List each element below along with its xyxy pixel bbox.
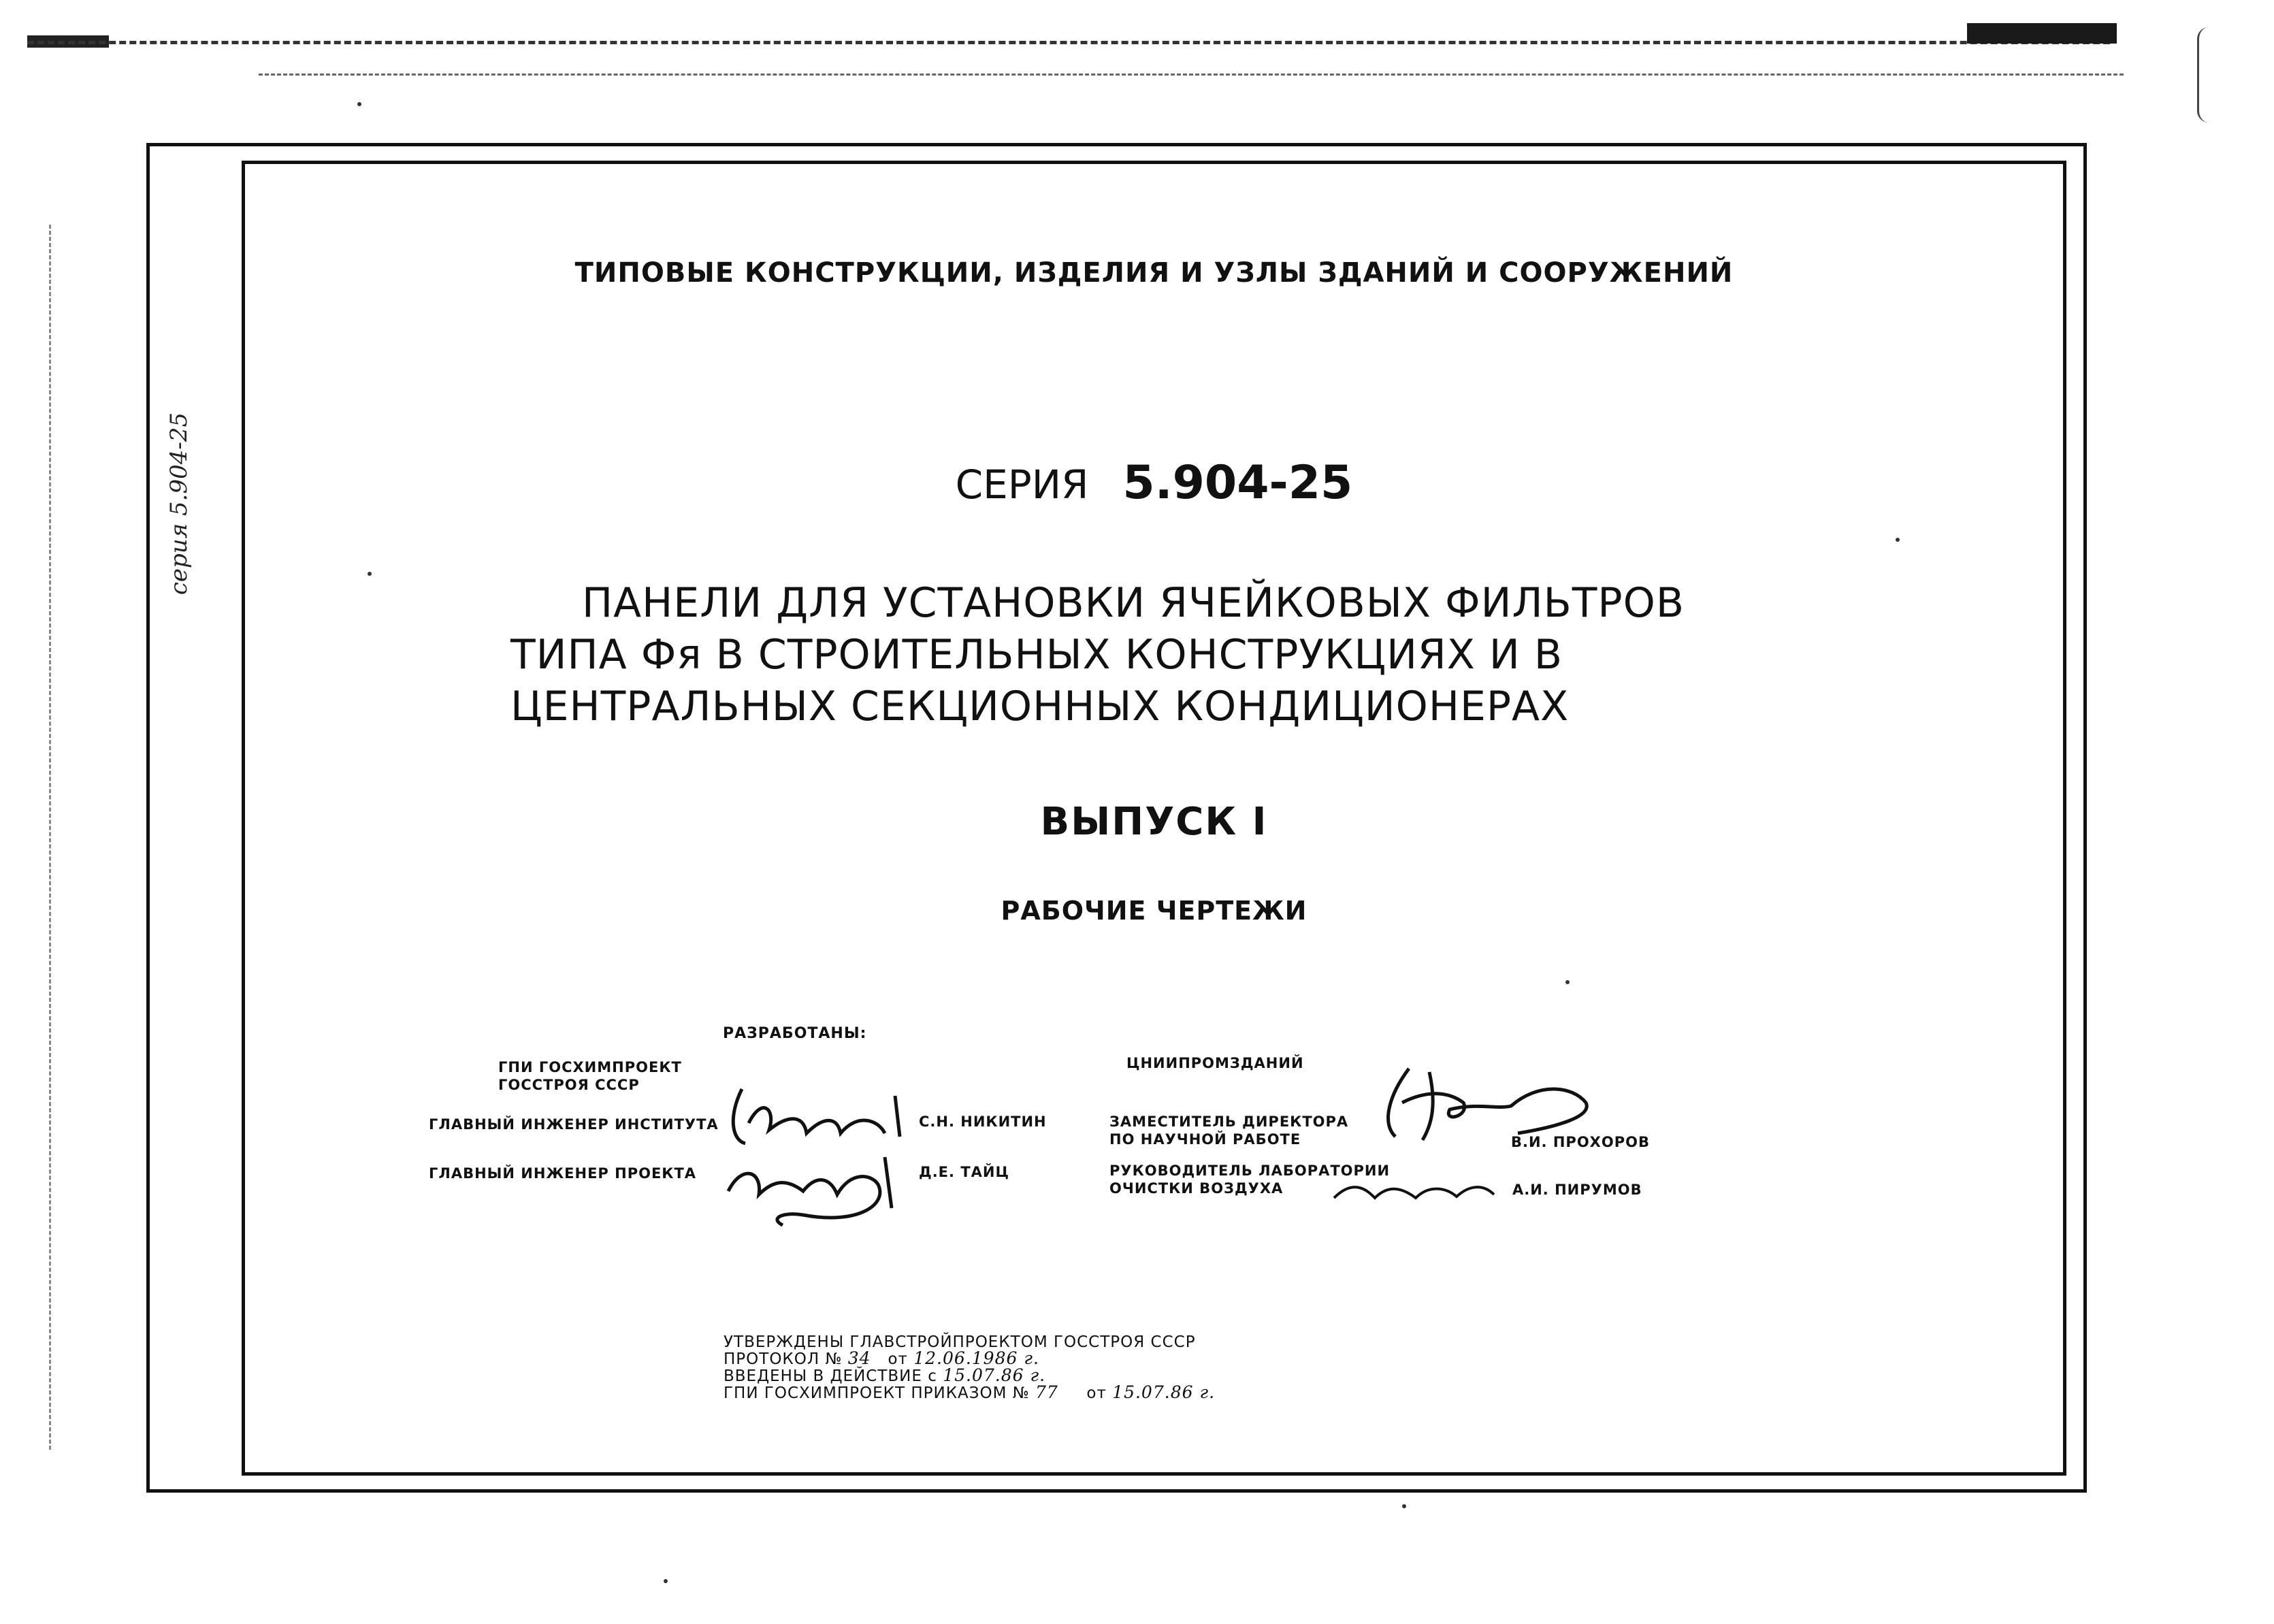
- order-number: 77: [1035, 1382, 1058, 1402]
- order-label: ГПИ ГОСХИМПРОЕКТ ПРИКАЗОМ №: [724, 1384, 1030, 1402]
- signature-prokhorov: [1368, 1062, 1593, 1150]
- scan-artifact-line: [27, 41, 2110, 44]
- protocol-from-label: от: [888, 1350, 908, 1368]
- title-line: ПАНЕЛИ ДЛЯ УСТАНОВКИ ЯЧЕЙКОВЫХ ФИЛЬТРОВ: [582, 579, 1685, 627]
- series-label: СЕРИЯ: [955, 461, 1089, 508]
- protocol-label: ПРОТОКОЛ №: [724, 1350, 843, 1368]
- effective-label: ВВЕДЕНЫ В ДЕЙСТВИЕ с: [724, 1367, 937, 1385]
- right-name-prokhorov: В.И. ПРОХОРОВ: [1511, 1134, 1650, 1150]
- effective-date: 15.07.86 г.: [943, 1365, 1046, 1385]
- scan-artifact-edge: [49, 225, 51, 1450]
- right-name-pirumov: А.И. ПИРУМОВ: [1512, 1182, 1642, 1198]
- series-line: [242, 456, 2066, 510]
- signature-pirumov: [1327, 1171, 1504, 1212]
- document-header: ТИПОВЫЕ КОНСТРУКЦИИ, ИЗДЕЛИЯ И УЗЛЫ ЗДАНИЙ И СООРУЖЕНИЙ: [574, 257, 1734, 289]
- scan-speck: [1402, 1504, 1406, 1508]
- scan-artifact-edge: [2197, 27, 2209, 123]
- scan-artifact-line: [259, 74, 2124, 76]
- issue-label: ВЫПУСК I: [1040, 800, 1268, 844]
- title-line: ЦЕНТРАЛЬНЫХ СЕКЦИОННЫХ КОНДИЦИОНЕРАХ: [510, 683, 1570, 730]
- scan-artifact: [1967, 23, 2117, 44]
- approval-block: [724, 1334, 1215, 1401]
- left-org-line: ГПИ ГОСХИМПРОЕКТ: [498, 1059, 682, 1075]
- approval-line: [724, 1384, 1215, 1401]
- developers-heading: РАЗРАБОТАНЫ:: [723, 1025, 867, 1042]
- scan-speck: [357, 102, 361, 106]
- protocol-number: 34: [847, 1348, 871, 1368]
- side-series-stamp: серия 5.904-25: [165, 412, 193, 596]
- left-role-chief-engineer-institute: ГЛАВНЫЙ ИНЖЕНЕР ИНСТИТУТА: [429, 1116, 719, 1133]
- right-org: ЦНИИПРОМЗДАНИЙ: [1126, 1055, 1304, 1071]
- order-date: 15.07.86 г.: [1112, 1382, 1216, 1402]
- document-title: [510, 577, 1804, 732]
- left-name-nikitin: С.Н. НИКИТИН: [919, 1114, 1047, 1130]
- right-role-deputy-director: ПО НАУЧНОЙ РАБОТЕ: [1109, 1131, 1301, 1148]
- right-role-deputy-director: ЗАМЕСТИТЕЛЬ ДИРЕКТОРА: [1109, 1114, 1349, 1130]
- right-role-lab-head: ОЧИСТКИ ВОЗДУХА: [1109, 1180, 1284, 1197]
- signature-taits: [721, 1143, 912, 1232]
- left-name-taits: Д.Е. ТАЙЦ: [919, 1164, 1009, 1180]
- right-role-lab-head: РУКОВОДИТЕЛЬ ЛАБОРАТОРИИ: [1109, 1163, 1391, 1179]
- document-subtitle: РАБОЧИЕ ЧЕРТЕЖИ: [1001, 896, 1307, 926]
- title-line: ТИПА Фя В СТРОИТЕЛЬНЫХ КОНСТРУКЦИЯХ И В: [510, 631, 1563, 679]
- series-number: 5.904-25: [1122, 456, 1353, 510]
- protocol-date: 12.06.1986 г.: [913, 1348, 1039, 1368]
- order-from-label: от: [1086, 1384, 1107, 1402]
- left-role-chief-engineer-project: ГЛАВНЫЙ ИНЖЕНЕР ПРОЕКТА: [429, 1165, 697, 1182]
- scan-speck: [664, 1579, 668, 1583]
- approval-line: УТВЕРЖДЕНЫ ГЛАВСТРОЙПРОЕКТОМ ГОССТРОЯ СССР: [724, 1333, 1196, 1351]
- left-org-line: ГОССТРОЯ СССР: [498, 1077, 640, 1093]
- signature-nikitin: [721, 1075, 919, 1150]
